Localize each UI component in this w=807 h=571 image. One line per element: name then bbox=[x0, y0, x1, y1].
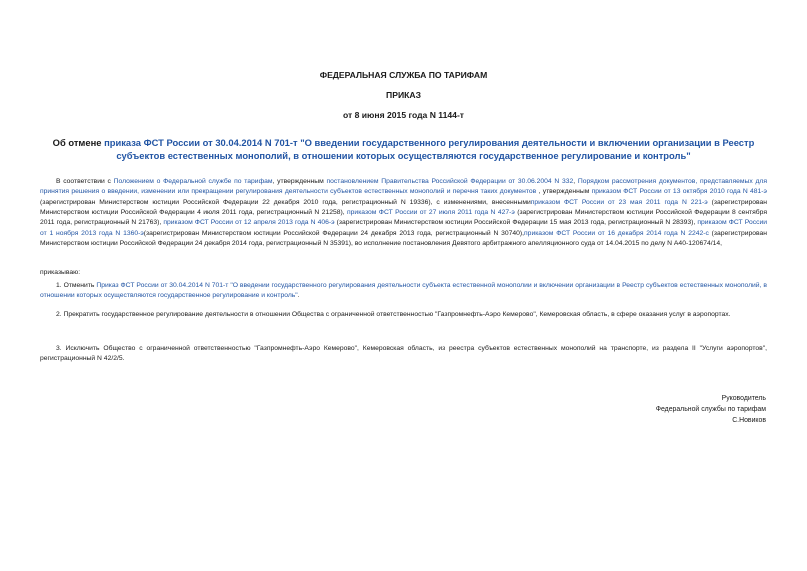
item-1 bbox=[40, 281, 767, 302]
preamble-text: (зарегистрирован Министерством юстиции Российской Федерации 4 июля 2011 года, регистрационный N 21258), bbox=[40, 198, 767, 217]
preamble-text: , bbox=[573, 178, 578, 185]
preamble-text: (зарегистрирован Министерством юстиции Российской Федерации 24 декабря 2013 года, регистрационный N 30740), bbox=[143, 229, 525, 237]
item-2: 2. Прекратить государственное регулирование деятельности в отношении Общества с ограниченной ответственностью "Газпромнефть-Аэро Кемерово", Кемеровская область, в сфере оказания услуг в аэропортах. bbox=[56, 311, 731, 318]
signature-org: Федеральной службы по тарифам bbox=[655, 406, 766, 414]
link-regulation-fst[interactable]: Положением о Федеральной службе по тарифам bbox=[113, 178, 273, 185]
preamble-text: (зарегистрирован Министерством юстиции Российской Федерации 22 декабря 2010 года, регистрационный N 19336), с изменениями, внесенными bbox=[40, 198, 531, 206]
preamble-text: , утвержденным bbox=[272, 178, 327, 185]
link-procedure[interactable]: Порядком рассмотрения документов, представляемых для принятия решения о введении, изменении или прекращении регулирования деятельности субъектов естественных монополий и перечня таких документов bbox=[40, 178, 767, 196]
preamble-text: (зарегистрирован Министерством юстиции Российской Федерации 24 декабря 2014 года, регистрационный N 35391), во исполнение постановления Девятого арбитражного апелляционного суда от 14.04.2015 по делу N А40-120674/14, bbox=[40, 229, 767, 248]
link-order-1360[interactable]: приказом ФСТ России от 1 ноября 2013 года N 1360-э bbox=[40, 219, 767, 237]
item-3: 3. Исключить Общество с ограниченной ответственностью "Газпромнефть-Аэро Кемерово", Кемеровская область, из реестра субъектов естественных монополий на транспорте, из раздела II "Услуги аэропортов", регистрационный N 42/2/5. bbox=[40, 345, 767, 363]
signature-name: С.Новиков bbox=[732, 417, 766, 425]
item-1-prefix: 1. Отменить bbox=[56, 282, 97, 289]
link-government-decree[interactable]: постановлением Правительства Российской Федерации от 30.06.2004 N 332 bbox=[326, 178, 574, 185]
link-order-406[interactable]: приказом ФСТ России от 12 апреля 2013 года N 406-э bbox=[163, 219, 335, 227]
link-order-427[interactable]: приказом ФСТ России от 27 июля 2011 года N 427-э bbox=[347, 209, 515, 217]
signature-role: Руководитель bbox=[721, 395, 766, 402]
link-order-2242[interactable]: приказом ФСТ России от 16 декабря 2014 года N 2242-с bbox=[524, 229, 709, 237]
title-prefix: Об отмене bbox=[52, 137, 105, 148]
date-number-heading: от 8 июня 2015 года N 1144-т bbox=[342, 110, 465, 120]
signature-block bbox=[656, 393, 766, 426]
document-title bbox=[40, 137, 767, 162]
order-word: приказываю: bbox=[40, 269, 81, 276]
preamble-text: В соответствии с bbox=[56, 178, 114, 185]
link-order-221[interactable]: приказом ФСТ России от 23 мая 2011 года N 221-э bbox=[530, 198, 708, 206]
doc-type-heading: ПРИКАЗ bbox=[386, 90, 421, 100]
agency-heading: ФЕДЕРАЛЬНАЯ СЛУЖБА ПО ТАРИФАМ bbox=[319, 70, 488, 80]
title-link[interactable]: приказа ФСТ России от 30.04.2014 N 701-т "О введении государственного регулирования деятельности и включении организации в Реестр субъектов естественных монополий, в отношении которых осуществляются государственное регулирование и контроль" bbox=[104, 137, 755, 161]
preamble-text: (зарегистрирован Министерством юстиции Российской Федерации 8 сентября 2011 года, регистрационный N 21763), bbox=[40, 209, 768, 227]
preamble-text: (зарегистрирован Министерством юстиции Российской Федерации 15 мая 2013 года, регистрационный N 28393), bbox=[334, 219, 698, 227]
link-order-701[interactable]: Приказ ФСТ России от 30.04.2014 N 701-т "О введении государственного регулирования деятельности субъекта естественной монополии и включении организации в Реестр субъектов естественных монополий, в отношении которых осуществляются государственное регулирование и контроль" bbox=[40, 282, 767, 300]
preamble-text: , утвержденным bbox=[536, 188, 592, 196]
item-1-suffix: . bbox=[297, 292, 300, 300]
link-order-481[interactable]: приказом ФСТ России от 13 октября 2010 года N 481-э bbox=[591, 188, 767, 196]
preamble-paragraph bbox=[40, 177, 767, 249]
